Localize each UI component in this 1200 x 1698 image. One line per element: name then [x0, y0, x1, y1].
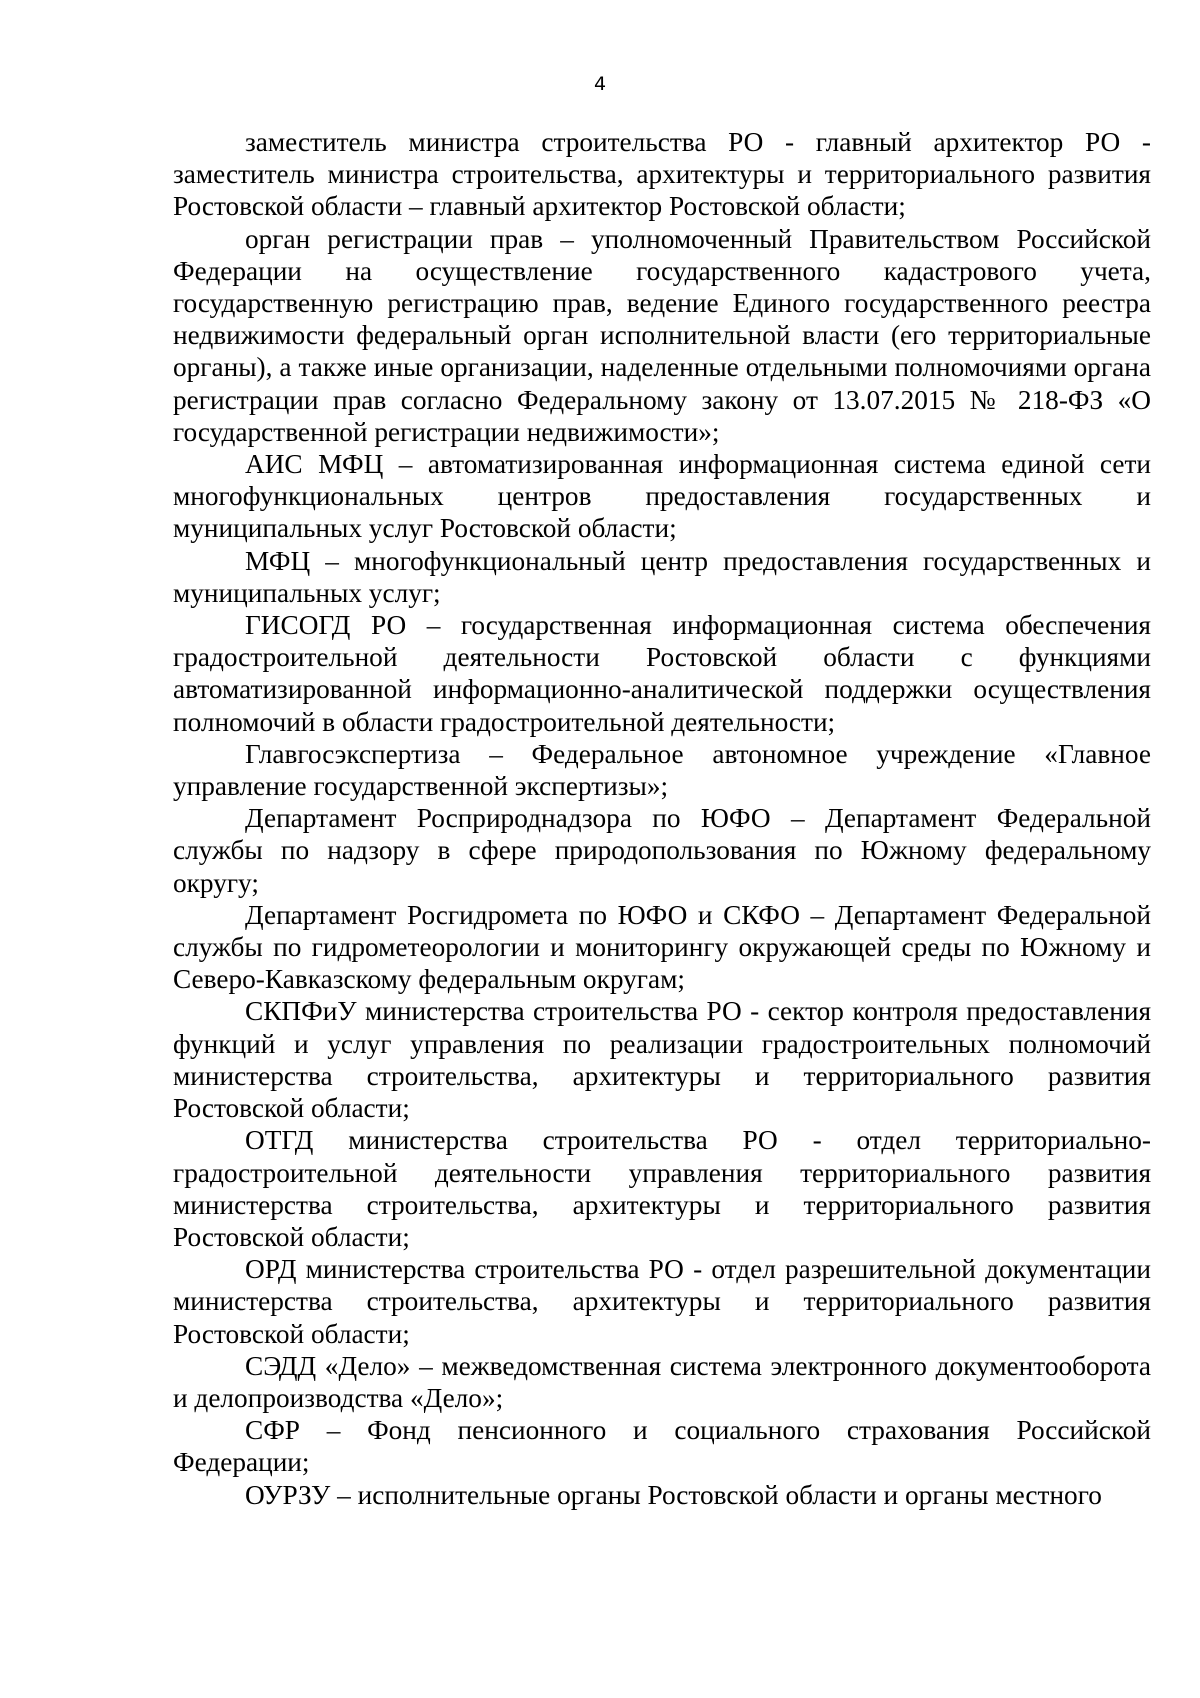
definition-paragraph: СЭДД «Дело» – межведомственная система электронного документооборота и делопроизводства «Дело»; [173, 1350, 1151, 1413]
definition-paragraph: СКПФиУ министерства строительства РО - сектор контроля предоставления функций и услуг управления по реализации градостроительных полномочий министерства строительства, архитектуры и территориального развития Ростовской области; [173, 996, 1151, 1124]
definition-paragraph: ГИСОГД РО – государственная информационная система обеспечения градостроительной деятельности Ростовской области с функциями автоматизированной информационно-аналитической поддержки осуществления полномочий в области градостроительной деятельности; [173, 610, 1151, 737]
definition-paragraph: АИС МФЦ – автоматизированная информационная система единой сети многофункциональных центров предоставления государственных и муниципальных услуг Ростовской области; [173, 449, 1151, 544]
definition-paragraph: Главгосэкспертиза – Федеральное автономное учреждение «Главное управление государственной экспертизы»; [173, 738, 1151, 802]
definition-paragraph: СФР – Фонд пенсионного и социального страхования Российской Федерации; [173, 1415, 1151, 1478]
definition-paragraph: заместитель министра строительства РО - главный архитектор РО - заместитель министра строительства, архитектуры и территориального развития Ростовской области – главный архитектор Ростовской области; [173, 127, 1151, 222]
definition-paragraph: ОТГД министерства строительства РО - отдел территориально-градостроительной деятельности управления территориального развития министерства строительства, архитектуры и территориального развития Ростовской области; [173, 1125, 1151, 1252]
document-body [173, 126, 1151, 1511]
definition-paragraph: ОУРЗУ – исполнительные органы Ростовской области и органы местного [245, 1479, 1102, 1510]
definition-paragraph: ОРД министерства строительства РО - отдел разрешительной документации министерства строительства, архитектуры и территориального развития Ростовской области; [173, 1254, 1151, 1349]
page-number: 4 [593, 73, 607, 95]
definition-paragraph: Департамент Росприроднадзора по ЮФО – Департамент Федеральной службы по надзору в сфере природопользования по Южному федеральному округу; [173, 803, 1151, 898]
definition-paragraph: орган регистрации прав – уполномоченный Правительством Российской Федерации на осуществление государственного кадастрового учета, государственную регистрацию прав, ведение Единого государственного реестра недвижимости федеральный орган исполнительной власти (его территориальные органы), а также иные организации, наделенные отдельными полномочиями органа регистрации прав согласно Федеральному закону от 13.07.2015 № 218-ФЗ «О государственной регистрации недвижимости»; [173, 223, 1151, 447]
definition-paragraph: МФЦ – многофункциональный центр предоставления государственных и муниципальных услуг; [173, 545, 1151, 608]
definition-paragraph: Департамент Росгидромета по ЮФО и СКФО – Департамент Федеральной службы по гидрометеорологии и мониторингу окружающей среды по Южному и Северо-Кавказскому федеральным округам; [173, 899, 1151, 995]
